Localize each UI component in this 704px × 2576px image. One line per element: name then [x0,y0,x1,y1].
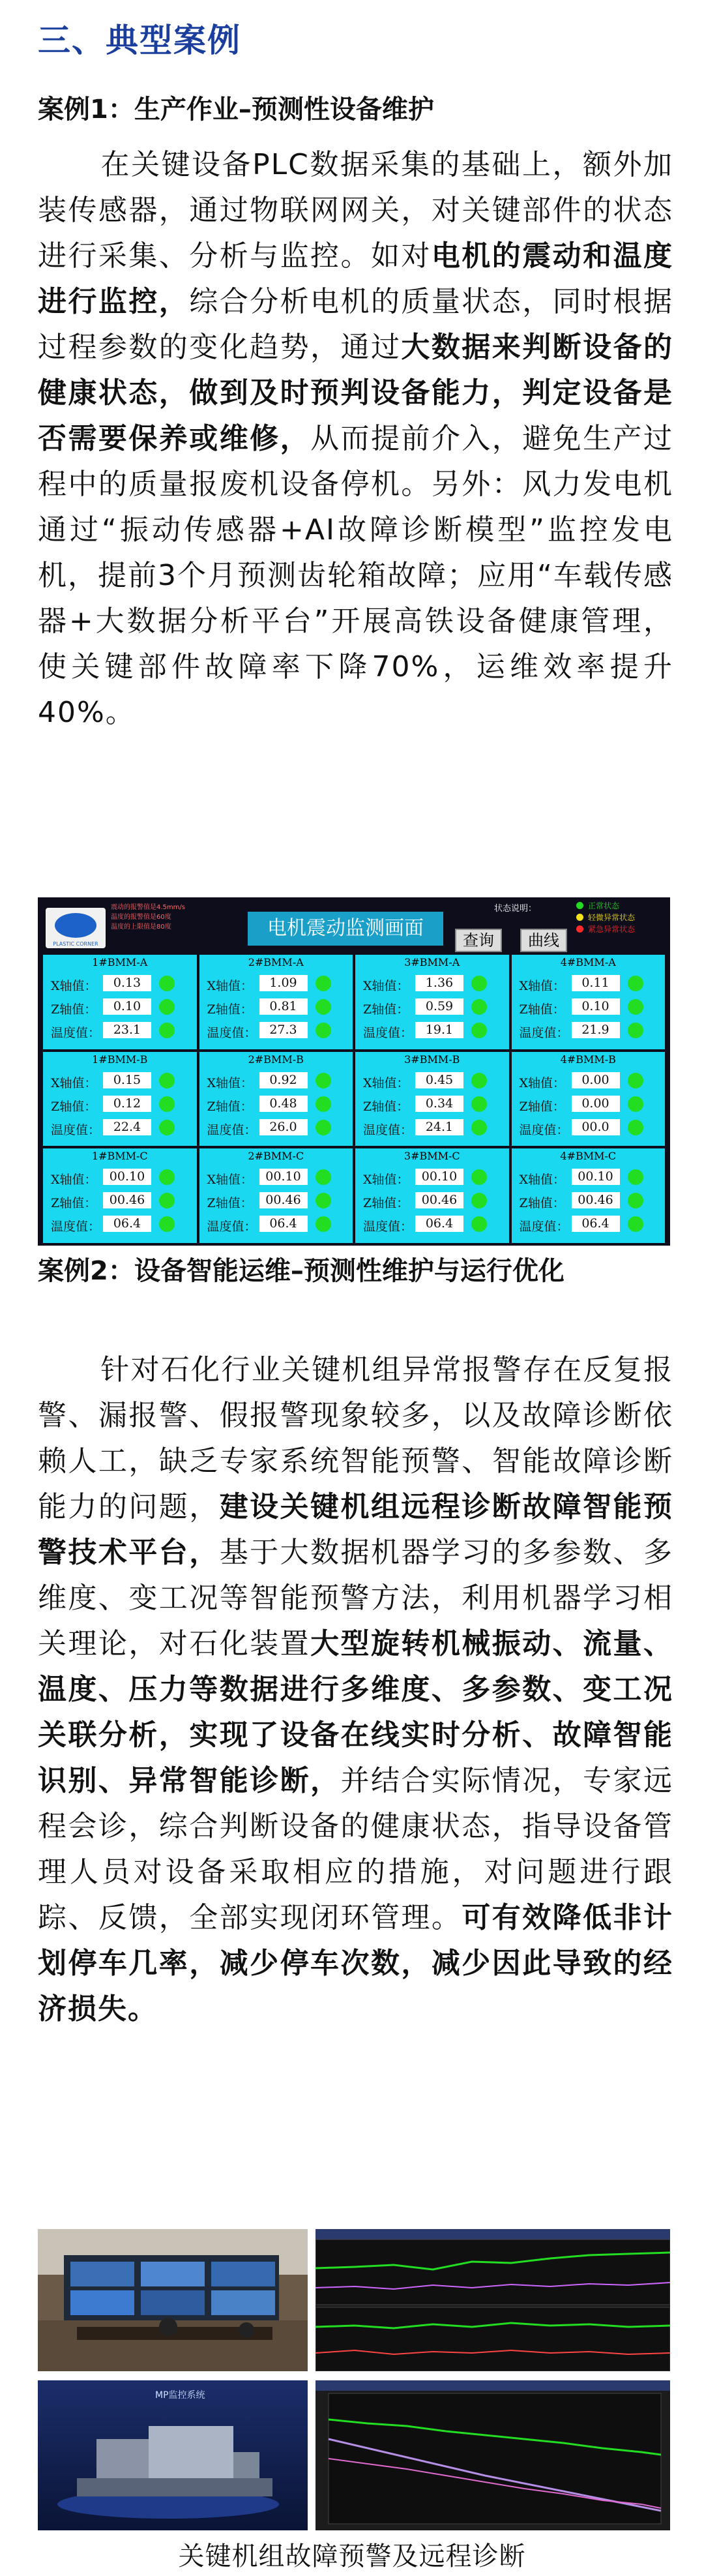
reading-value: 0.13 [103,975,151,991]
reading-value: 0.15 [103,1072,151,1088]
reading-row [359,1095,503,1115]
reading-row [47,1021,190,1041]
reading-value: 00.46 [415,1192,463,1208]
reading-value: 0.34 [415,1096,463,1112]
reading-label: Z轴值： [363,1002,409,1017]
reading-value: 0.45 [415,1072,463,1088]
status-dot-icon [159,976,175,991]
legend-label: 轻微异常状态 [588,913,636,922]
emphasis-text: 大数据来判断设备的健康状态，做到及时预判设备能力，判定设备是否需要保养或维修， [38,331,674,455]
legend-item [576,900,667,912]
sensor-cell[interactable] [510,1147,667,1244]
status-dot-icon [628,1023,643,1038]
sensor-cell[interactable] [510,953,667,1051]
reading-value: 0.12 [103,1096,151,1112]
reading-label: Z轴值： [519,1196,565,1210]
status-dot-icon [471,1193,487,1208]
reading-label: Z轴值： [207,1099,253,1114]
case2-heading: 案例2：设备智能运维–预测性维护与运行优化 [38,1256,565,1286]
status-dot-icon [628,999,643,1015]
body-text: 针对石化行业关键机组异常报警存在反复报警、漏报警、假报警现象较多，以及故障诊断依赖人工，缺乏专家系统智能预警、智能故障诊断能力的问题， [38,1353,673,1523]
reading-row [203,1021,347,1041]
reading-row [359,1071,503,1091]
legend-item [576,912,667,923]
vibration-monitor-panel [38,897,670,1246]
body-text: 在关键设备PLC数据采集的基础上，额外加装传感器，通过物联网网关，对关键部件的状态进行采集、分析与监控。如对 [38,148,673,273]
reading-row [359,1021,503,1041]
reading-label: X轴值： [207,1173,254,1187]
reading-label: Z轴值： [51,1002,97,1017]
reading-value: 0.00 [572,1096,620,1112]
reading-value: 0.00 [572,1072,620,1088]
reading-row [47,1168,190,1188]
reading-value: 23.1 [103,1022,151,1038]
status-dot-icon [628,1169,643,1185]
reading-value: 00.10 [103,1169,151,1185]
reading-row [516,1071,659,1091]
status-dot-icon [315,999,331,1015]
reading-value: 0.11 [572,975,620,991]
emphasis-text: 建设关键机组远程诊断故障智能预警技术平台， [38,1490,674,1569]
status-dot-icon [628,1073,643,1088]
sensor-cell[interactable] [198,953,355,1051]
case1-paragraph [38,142,673,736]
alarm-note-line: 震动的报警值是4.5mm/s [111,904,185,911]
status-dot-icon [315,1073,331,1088]
status-dot-icon [471,1096,487,1112]
sensor-name: 2#BMM-B [248,1053,304,1066]
reading-row [516,1215,659,1235]
reading-value: 0.48 [259,1096,308,1112]
status-dot-icon [159,999,175,1015]
status-dot-icon [471,1216,487,1232]
company-logo: PLASTIC CORNER [46,908,106,948]
sensor-name: 4#BMM-A [560,956,616,968]
reading-label: X轴值： [51,979,97,993]
sensor-cell[interactable] [198,1051,355,1148]
reading-row [203,974,347,994]
reading-label: X轴值： [363,979,409,993]
sensor-cell[interactable] [42,1051,198,1148]
status-dot-icon [159,1216,175,1232]
reading-row [516,1095,659,1115]
reading-row [47,1095,190,1115]
reading-row [516,1118,659,1138]
reading-value: 1.09 [259,975,308,991]
reading-row [203,1095,347,1115]
reading-label: 温度值： [519,1220,569,1234]
legend-item [576,923,667,935]
reading-value: 0.81 [259,998,308,1015]
reading-value: 00.10 [415,1169,463,1185]
status-dot-icon [628,1216,643,1232]
reading-row [203,1168,347,1188]
sensor-cell[interactable] [510,1051,667,1148]
reading-label: X轴值： [363,1075,409,1090]
status-dot-icon [159,1120,175,1135]
status-dot-icon [159,1096,175,1112]
reading-value: 21.9 [572,1022,620,1038]
reading-label: X轴值： [519,979,566,993]
status-dot-icon [159,1023,175,1038]
reading-label: 温度值： [51,1026,101,1040]
reading-label: Z轴值： [363,1196,409,1210]
status-dot-icon [315,1169,331,1185]
reading-label: 温度值： [51,1220,101,1234]
reading-value: 00.46 [572,1192,620,1208]
status-dot-icon [576,914,583,921]
reading-label: 温度值： [363,1122,413,1137]
status-dot-icon [471,1120,487,1135]
reading-value: 0.10 [103,998,151,1015]
emphasis-text: 可有效降低非计划停车几率，减少停车次数，减少因此导致的经济损失。 [38,1901,674,2026]
sensor-grid [42,953,666,1244]
reading-label: 温度值： [207,1220,257,1234]
case1-heading: 案例1：生产作业–预测性设备维护 [38,95,434,125]
reading-row [47,1071,190,1091]
status-dot-icon [315,976,331,991]
status-legend [576,900,667,935]
reading-row [359,1118,503,1138]
legend-label: 紧急异常状态 [588,925,636,934]
status-dot-icon [159,1169,175,1185]
reading-value: 06.4 [572,1216,620,1232]
reading-label: X轴值： [51,1075,97,1090]
machine-screen-title: MP监控系统 [155,2390,205,2401]
sensor-name: 1#BMM-A [92,956,148,968]
sensor-name: 1#BMM-C [91,1150,148,1162]
reading-label: X轴值： [519,1075,566,1090]
reading-row [359,1168,503,1188]
sensor-name: 2#BMM-C [248,1150,304,1162]
legend-label: 正常状态 [588,901,620,910]
reading-label: Z轴值： [519,1099,565,1114]
emphasis-text: 电机的震动和温度进行监控， [38,239,674,318]
trend-chart-bottom [315,2380,670,2530]
status-dot-icon [315,1193,331,1208]
status-dot-icon [628,1096,643,1112]
reading-value: 06.4 [103,1216,151,1232]
reading-label: Z轴值： [51,1099,97,1114]
alarm-note-line: 温度的报警值是60度 [111,914,171,921]
reading-label: 温度值： [519,1026,569,1040]
alarm-notes [111,903,248,932]
reading-label: X轴值： [207,979,254,993]
status-dot-icon [628,1120,643,1135]
reading-row [516,974,659,994]
body-text: 综合分析电机的质量状态，同时根据过程参数的变化趋势，通过 [38,285,673,364]
body-text: 并结合实际情况，专家远程会诊，综合判断设备的健康状态，指导设备管理人员对设备采取相应的措施，对问题进行跟踪、反馈，全部实现闭环管理。 [38,1764,673,1934]
reading-row [516,1021,659,1041]
sensor-cell[interactable] [198,1147,355,1244]
reading-row [516,1168,659,1188]
trend-chart-top [315,2229,670,2371]
reading-value: 00.10 [259,1169,308,1185]
reading-row [359,974,503,994]
reading-label: 温度值： [363,1220,413,1234]
sensor-cell[interactable] [354,953,510,1051]
reading-label: X轴值： [51,1173,97,1187]
status-dot-icon [315,1096,331,1112]
status-legend-label: 状态说明： [494,904,537,914]
photo-caption: 关键机组故障预警及远程诊断 [178,2541,526,2571]
reading-value: 22.4 [103,1119,151,1135]
reading-label: 温度值： [207,1026,257,1040]
status-dot-icon [471,1023,487,1038]
reading-label: 温度值： [363,1026,413,1040]
reading-row [47,1191,190,1211]
control-room-photo [38,2229,308,2371]
reading-row [203,998,347,1017]
reading-value: 0.92 [259,1072,308,1088]
reading-row [359,1215,503,1235]
reading-label: Z轴值： [207,1196,253,1210]
body-text: 基于大数据机器学习的多参数、多维度、变工况等智能预警方法，利用机器学习相关理论，对石化装置 [38,1536,674,1660]
case2-paragraph [38,1347,673,2032]
section-title: 三、典型案例 [38,22,241,59]
reading-label: X轴值： [207,1075,254,1090]
reading-value: 24.1 [415,1119,463,1135]
reading-row [359,998,503,1017]
reading-row [516,998,659,1017]
reading-value: 00.10 [572,1169,620,1185]
status-dot-icon [159,1193,175,1208]
status-dot-icon [628,976,643,991]
reading-value: 27.3 [259,1022,308,1038]
reading-value: 19.1 [415,1022,463,1038]
sensor-name: 1#BMM-B [92,1053,148,1066]
reading-row [47,1215,190,1235]
sensor-cell[interactable] [354,1147,510,1244]
reading-row [203,1118,347,1138]
reading-row [203,1215,347,1235]
status-dot-icon [315,1216,331,1232]
reading-row [47,1118,190,1138]
reading-label: Z轴值： [363,1099,409,1114]
reading-value: 26.0 [259,1119,308,1135]
sensor-name: 2#BMM-A [248,956,304,968]
sensor-name: 3#BMM-C [403,1150,460,1162]
reading-label: Z轴值： [519,1002,565,1017]
reading-row [47,974,190,994]
sensor-name: 4#BMM-B [560,1053,616,1066]
reading-label: 温度值： [207,1122,257,1137]
reading-value: 0.59 [415,998,463,1015]
reading-row [47,998,190,1017]
reading-row [203,1071,347,1091]
alarm-note-line: 温度的上限值是80度 [111,923,171,931]
status-dot-icon [159,1073,175,1088]
reading-label: X轴值： [519,1173,566,1187]
status-dot-icon [576,902,583,909]
body-text: 从而提前介入，避免生产过程中的质量报废机设备停机。另外：风力发电机通过“振动传感器+AI故障诊断模型”监控发电机，提前3个月预测齿轮箱故障；应用“车载传感器+大数据分析平台”开展高铁设备健康管理，使关键部件故障率下降70%，运维效率提升40%。 [38,422,674,729]
reading-label: 温度值： [51,1122,101,1137]
status-dot-icon [315,1120,331,1135]
query-button[interactable]: 查询 [455,929,502,952]
reading-label: Z轴值： [207,1002,253,1017]
status-dot-icon [628,1193,643,1208]
reading-value: 06.4 [259,1216,308,1232]
status-dot-icon [315,1023,331,1038]
reading-label: X轴值： [363,1173,409,1187]
reading-label: Z轴值： [51,1196,97,1210]
reading-value: 06.4 [415,1216,463,1232]
sensor-cell[interactable] [42,953,198,1051]
monitor-title: 电机震动监测画面 [248,912,443,946]
status-dot-icon [471,1073,487,1088]
status-dot-icon [471,1169,487,1185]
sensor-cell[interactable] [354,1051,510,1148]
machine-3d-model [38,2380,308,2530]
sensor-name: 3#BMM-B [404,1053,460,1066]
sensor-cell[interactable] [42,1147,198,1244]
reading-row [359,1191,503,1211]
curve-button[interactable]: 曲线 [520,929,567,952]
reading-value: 00.0 [572,1119,620,1135]
sensor-name: 4#BMM-C [560,1150,617,1162]
reading-value: 0.10 [572,998,620,1015]
status-dot-icon [576,925,583,933]
emphasis-text: 大型旋转机械振动、流量、温度、压力等数据进行多维度、多参数、变工况关联分析，实现了设备在线实时分析、故障智能识别、异常智能诊断， [38,1627,674,1797]
reading-label: 温度值： [519,1122,569,1137]
reading-value: 1.36 [415,975,463,991]
sensor-name: 3#BMM-A [404,956,460,968]
reading-row [203,1191,347,1211]
reading-value: 00.46 [259,1192,308,1208]
reading-row [516,1191,659,1211]
reading-value: 00.46 [103,1192,151,1208]
status-dot-icon [471,976,487,991]
status-dot-icon [471,999,487,1015]
